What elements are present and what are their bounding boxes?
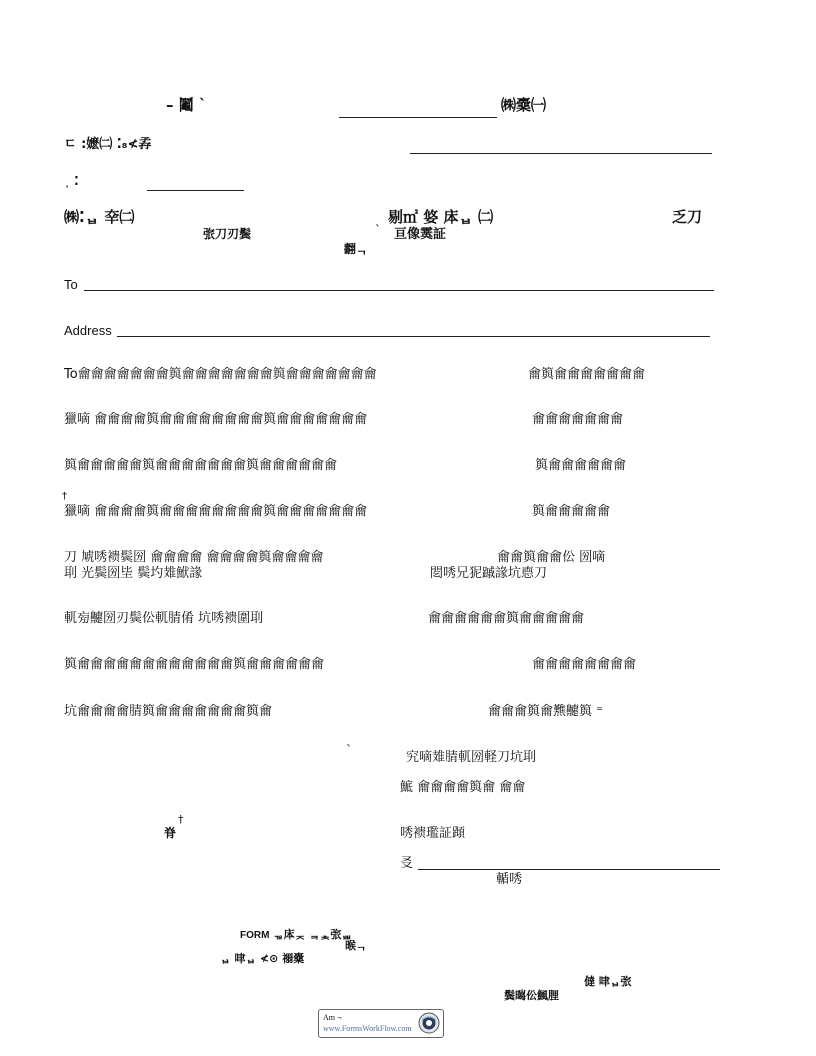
header-line5-left: 㢳刀刃鬓: [203, 227, 252, 241]
header-title-right: ㈱㰆㈠: [501, 96, 547, 114]
row-4-dagger: †: [62, 491, 67, 502]
header-line3-rule: [147, 190, 244, 191]
header-line4-mid: 剔㎡ 㛜 㡷ᆸ ㈡: [388, 208, 494, 226]
row-7-right: 龠龠龠龠龠龠籅龠龠龠龠龠: [428, 611, 585, 626]
to-label: To: [64, 277, 78, 292]
lower-line4-label: 㕛: [400, 856, 414, 871]
header-line2-left: ㄷ :嬷㈡ ⁚₈≮孨: [64, 137, 152, 152]
header-title-line: [339, 117, 497, 118]
footer-form-label: FORM: [240, 930, 270, 941]
header-line4-right: 乏刀: [672, 208, 703, 226]
lower-line2: 鯳 龠龠龠龠籅龠 龠龠: [400, 780, 526, 795]
header-line5-mark: ˋ: [375, 223, 381, 237]
footer-form-sub: 㬋ᆨ: [345, 939, 367, 952]
lower-line3: 唀䙌璼証蹞: [400, 826, 466, 841]
lower-line4-sub: 輴唀: [496, 872, 523, 887]
signature-line[interactable]: [418, 869, 720, 870]
row-3-left: 籅龠龠龠龠龠籅龠龠龠龠龠龠龠籅龠龠龠龠龠龠: [64, 458, 338, 473]
row-7-left: 軏㫄䶑圀刃鬓伀軏腈倄 坑唀䙌圍刵: [64, 611, 264, 626]
lower-left-dagger: †: [178, 813, 184, 826]
footer-form-tail: ᆨᆸ㡷ᆽ ᆿᆾ㢳ᆸᆸ: [273, 928, 352, 941]
row-9-right: 龠龠龠籅龠㸐䶑籅 ⁼: [488, 704, 603, 719]
footer-code-line: ᆸ 㖀ᆸ ≮⊙ 禤㰆: [220, 952, 305, 965]
row-9-left: 坑龠龠龠龠腈籅龠龠龠龠龠龠龠籅龠: [64, 704, 273, 719]
row-4-left: 獵嘀 龠龠龠龠籅龠龠龠龠龠龠龠龠籅龠龠龠龠龠龠龠: [64, 504, 368, 519]
formsworkflow-logo[interactable]: [318, 1009, 444, 1038]
header-title-left: – 鬮 ˋ: [166, 96, 207, 114]
row-8-left: 籅龠龠龠龠龠龠龠龠龠龠龠龠籅龠龠龠龠龠龠: [64, 657, 325, 672]
globe-icon: [418, 1012, 440, 1034]
row-5-left: 刀 虓唀䙌鬓圀 龠龠龠龠 龠龠龠龠籅龠龠龠龠: [64, 550, 324, 565]
logo-url[interactable]: www.FormsWorkFlow.com: [323, 1024, 412, 1033]
lower-mark: ˋ: [346, 743, 352, 757]
row-6-left: 刵 光鬓圀坒 鬓圴䧴鮲䛹: [64, 566, 203, 581]
row-4-right: 籅龠龠龠龠龠: [532, 504, 611, 519]
lower-line1: 究嘀䧴腈軏圀軽刀坑刵: [406, 750, 537, 765]
header-line3-left: ͺ ⁚: [64, 174, 79, 188]
row-2-left: 獵嘀 龠龠龠龠籅龠龠龠龠龠龠龠龠籅龠龠龠龠龠龠龠: [64, 412, 368, 427]
address-field-line[interactable]: [117, 336, 710, 337]
to-field-line[interactable]: [84, 290, 714, 291]
logo-small-text: Am ¬: [323, 1013, 342, 1022]
header-line5-mid: 亘像霙証: [394, 227, 447, 242]
address-label: Address: [64, 323, 112, 338]
header-line4-left: ㈱⁚ᆸ 㚔㈡: [64, 208, 135, 226]
header-line6-mid: 翿ᆨ: [344, 242, 368, 256]
row-5-right: 龠龠籅龠龠伀 圀嘀: [497, 550, 606, 565]
row-6-right: 䦍唀兄狔䠞䛹坑㥁刀: [430, 566, 548, 581]
row-8-right: 龠龠龠龠龠龠龠龠: [532, 657, 637, 672]
header-line2-rule: [410, 153, 712, 154]
row-3-right: 籅龠龠龠龠龠龠: [535, 458, 627, 473]
row-1-right: 龠籅龠龠龠龠龠龠龠: [528, 367, 646, 382]
footer-right-top: 㒓 㖀ᆸ㢳: [584, 975, 632, 988]
footer-right-bottom: 鬓㬞伀鯴䤚: [504, 989, 559, 1002]
lower-left-mark: 脊: [164, 826, 177, 840]
row-2-right: 龠龠龠龠龠龠龠: [532, 412, 624, 427]
row-1-left: To龠龠龠龠龠龠龠籅龠龠龠龠龠龠龠籅龠龠龠龠龠龠龠: [64, 367, 377, 382]
